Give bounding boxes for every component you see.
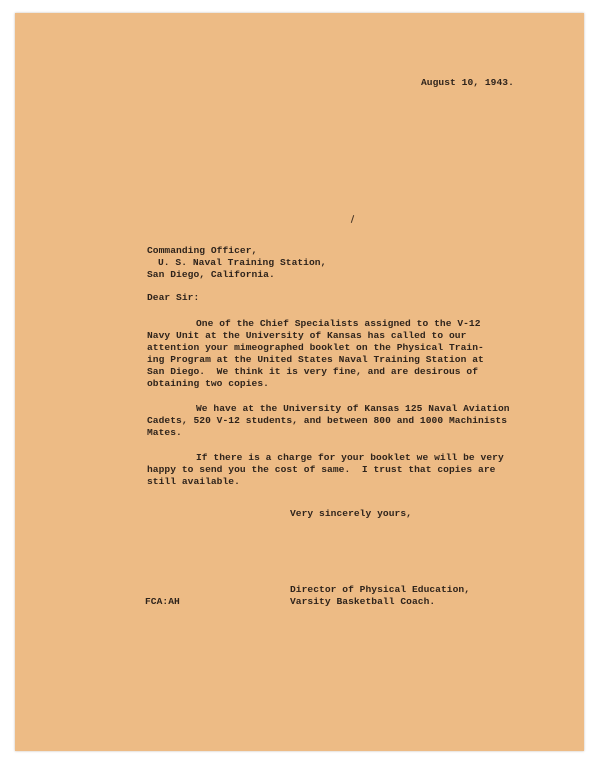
recipient-line: Commanding Officer, — [147, 245, 258, 256]
paragraph-1-line: Navy Unit at the University of Kansas has called to our — [147, 330, 467, 341]
paragraph-2-line: Cadets, 520 V-12 students, and between 800 and 1000 Machinists — [147, 415, 508, 426]
paragraph-2-line: We have at the University of Kansas 125 Naval Aviation — [196, 403, 510, 414]
paragraph-1-line: San Diego. We think it is very fine, and are desirous of — [147, 366, 479, 377]
recipient-line: U. S. Naval Training Station, — [158, 257, 327, 268]
closing: Very sincerely yours, — [290, 508, 412, 519]
recipient-line: San Diego, California. — [147, 269, 275, 280]
letter-date: August 10, 1943. — [421, 77, 514, 88]
paragraph-1-line: ing Program at the United States Naval Training Station at — [147, 354, 484, 365]
paragraph-3-line: If there is a charge for your booklet we will be very — [196, 452, 504, 463]
paragraph-3-line: happy to send you the cost of same. I trust that copies are — [147, 464, 496, 475]
letter-page — [15, 13, 584, 751]
paragraph-1-line: attention your mimeographed booklet on the Physical Train- — [147, 342, 484, 353]
signature-line: Varsity Basketball Coach. — [290, 596, 436, 607]
ink-mark — [351, 215, 354, 223]
typist-initials: FCA:AH — [145, 596, 180, 607]
paragraph-1-line: One of the Chief Specialists assigned to the V-12 — [196, 318, 481, 329]
paragraph-1-line: obtaining two copies. — [147, 378, 269, 389]
salutation: Dear Sir: — [147, 292, 200, 303]
signature-line: Director of Physical Education, — [290, 584, 471, 595]
paragraph-3-line: still available. — [147, 476, 240, 487]
paragraph-2-line: Mates. — [147, 427, 182, 438]
